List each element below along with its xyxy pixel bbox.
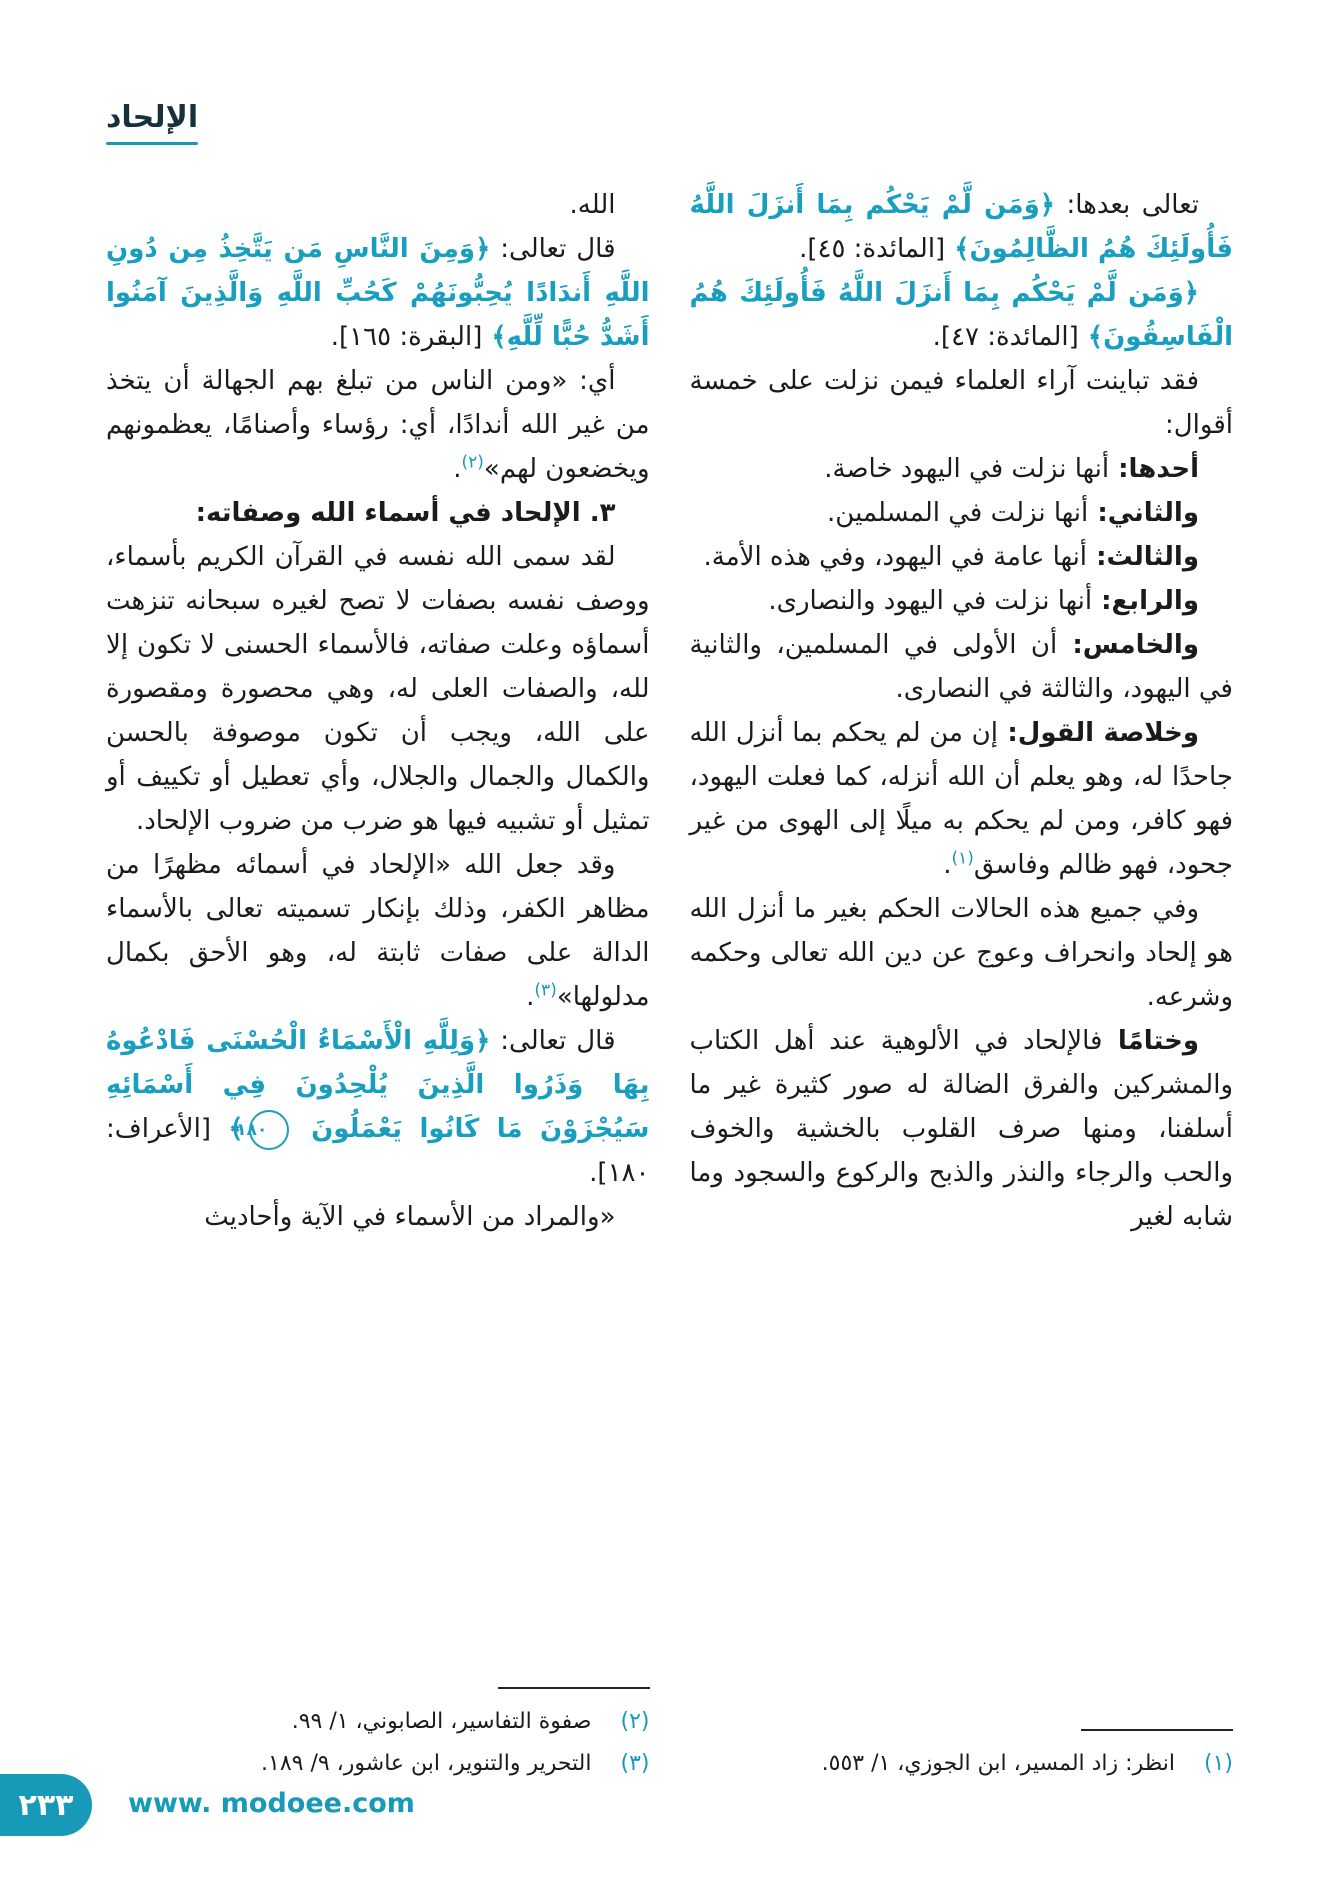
- title-underline: [106, 142, 198, 145]
- paragraph: [690, 491, 1234, 535]
- column-right: [690, 183, 1234, 1785]
- body-text: وقد جعل الله «الإلحاد في أسمائه مظهرًا من مظاهر الكفر، وذلك بإنكار تسميته تعالى بالأسماء الدالة على صفات ثابتة له، وهو الأحق بكمال مدلولها»: [106, 850, 650, 1012]
- body-text: «والمراد من الأسماء في الآية وأحاديث: [204, 1202, 616, 1232]
- paragraph: [106, 535, 650, 843]
- page-number: ٢٣٣: [18, 1787, 74, 1823]
- footnote-text: انظر: زاد المسير، ابن الجوزي، ١/ ٥٥٣.: [821, 1751, 1175, 1776]
- emphasis-text: وختامًا: [1102, 1026, 1199, 1056]
- emphasis-text: والرابع:: [1092, 586, 1199, 616]
- footnote-list: [106, 1701, 650, 1785]
- footnote-text: صفوة التفاسير، الصابوني، ١/ ٩٩.: [291, 1709, 592, 1734]
- footnote-rule: [1081, 1729, 1233, 1731]
- paragraph-list: [690, 183, 1234, 1239]
- footnote-block: [106, 1679, 650, 1785]
- paragraph: [690, 271, 1234, 359]
- body-text: فالإلحاد في الألوهية عند أهل الكتاب والمشركين والفرق الضالة له صور كثيرة غير ما أسلفنا، ومنها صرف القلوب بالخشية والخوف والحب والرجاء والنذر والذبح والركوع والسجود وما شابه لغير: [689, 1026, 1233, 1232]
- paragraph: [690, 623, 1234, 711]
- body-text: أنها نزلت في اليهود والنصارى.: [768, 586, 1093, 616]
- paragraph: [690, 887, 1234, 1019]
- paragraph: [690, 183, 1234, 271]
- paragraph: [106, 843, 650, 1019]
- body-text: إن من لم يحكم بما أنزل الله جاحدًا له، وهو يعلم أن الله أنزله، كما فعلت اليهود، فهو كافر، ومن لم يحكم به ميلًا إلى الهوى من غير جحود، فهو ظالم وفاسق: [689, 718, 1233, 880]
- verse-citation: [المائدة: ٤٧].: [932, 322, 1079, 352]
- body-text: الله.: [569, 190, 616, 220]
- paragraph: [106, 359, 650, 491]
- body-text: .: [943, 850, 952, 880]
- paragraph: [690, 447, 1234, 491]
- website-url[interactable]: www. modoee.com: [128, 1788, 415, 1819]
- emphasis-text: وخلاصة القول:: [997, 718, 1200, 748]
- footnote: [690, 1743, 1234, 1785]
- paragraph: [690, 711, 1234, 887]
- paragraph: [106, 183, 650, 227]
- footnote: [106, 1701, 650, 1743]
- paragraph: [690, 359, 1234, 447]
- paragraph: [690, 535, 1234, 579]
- body-text: .: [526, 982, 535, 1012]
- body-text: أي: «ومن الناس من تبلغ بهم الجهالة أن يتخذ من غير الله أندادًا، أي: رؤساء وأصنامًا، يعظمونهم ويخضعون لهم»: [106, 366, 650, 484]
- footnote-list: [690, 1743, 1234, 1785]
- paragraph: [106, 1019, 650, 1195]
- footnote-ref: (١): [951, 848, 974, 869]
- paragraph: [106, 227, 650, 359]
- quran-verse: ﴿وَلِلَّهِ الْأَسْمَاءُ الْحُسْنَى فَادْعُوهُ بِهَا وَذَرُوا الَّذِينَ يُلْحِدُونَ فِي أَسْمَائِهِ سَيُجْزَوْنَ مَا كَانُوا يَعْمَلُونَ: [106, 1026, 650, 1144]
- page-header: [106, 100, 198, 145]
- body-text: فقد تباينت آراء العلماء فيمن نزلت على خمسة أقوال:: [689, 366, 1233, 440]
- footnote-number: (١): [1203, 1751, 1233, 1776]
- body-text: قال تعالى:: [490, 234, 616, 264]
- body-text: أن الأولى في المسلمين، والثانية في اليهود، والثالثة في النصارى.: [689, 630, 1233, 704]
- quran-verse: ﴾: [211, 1114, 244, 1144]
- footnote-number: (٣): [620, 1751, 650, 1776]
- ayah-number: ١٨٠: [249, 1110, 289, 1150]
- emphasis-text: والخامس:: [1057, 630, 1199, 660]
- verse-citation: [الأعراف: ١٨٠].: [106, 1114, 650, 1188]
- body-text: وفي جميع هذه الحالات الحكم بغير ما أنزل الله هو إلحاد وانحراف وعوج عن دين الله تعالى وحكمه وشرعه.: [689, 894, 1233, 1012]
- footnote: [106, 1743, 650, 1785]
- quran-verse: ﴿وَمَن لَّمْ يَحْكُم بِمَا أَنزَلَ اللَّهُ فَأُولَئِكَ هُمُ الْفَاسِقُونَ﴾: [689, 278, 1233, 352]
- paragraph: [106, 1195, 650, 1239]
- page-title: الإلحاد: [106, 100, 199, 135]
- paragraph: [690, 579, 1234, 623]
- quran-verse: ﴿وَمِنَ النَّاسِ مَن يَتَّخِذُ مِن دُونِ اللَّهِ أَندَادًا يُحِبُّونَهُمْ كَحُبِّ اللَّهِ وَالَّذِينَ آمَنُوا أَشَدُّ حُبًّا لِّلَّهِ﴾: [106, 234, 650, 352]
- emphasis-text: أحدها:: [1109, 454, 1199, 484]
- column-left: [106, 183, 650, 1785]
- footnote-rule: [498, 1687, 650, 1689]
- verse-citation: [المائدة: ٤٥].: [799, 234, 946, 264]
- body-text: أنها نزلت في اليهود خاصة.: [824, 454, 1110, 484]
- emphasis-text: والثاني:: [1088, 498, 1199, 528]
- footnote-ref: (٣): [534, 980, 557, 1001]
- body-text: ٣. الإلحاد في أسماء الله وصفاته:: [195, 498, 616, 528]
- footnote-ref: (٢): [461, 452, 484, 473]
- body-text: تعالى بعدها:: [1055, 190, 1199, 220]
- body-text: .: [453, 454, 462, 484]
- emphasis-text: والثالث:: [1087, 542, 1199, 572]
- paragraph: [690, 1019, 1234, 1239]
- footnote-number: (٢): [620, 1709, 650, 1734]
- body-text: لقد سمى الله نفسه في القرآن الكريم بأسماء، ووصف نفسه بصفات لا تصح لغيره سبحانه تنزهت أسماؤه وعلت صفاته، فالأسماء الحسنى لا تكون إلا لله، والصفات العلى له، وهي محصورة ومقصورة على الله، ويجب أن تكون موصوفة بالحسن والكمال والجمال والجلال، وأي تعطيل أو تكييف أو تمثيل أو تشبيه فيها هو ضرب من ضروب الإلحاد.: [106, 542, 650, 836]
- page-number-badge: [0, 1774, 92, 1836]
- footnote-text: التحرير والتنوير، ابن عاشور، ٩/ ١٨٩.: [261, 1751, 592, 1776]
- body-text: أنها عامة في اليهود، وفي هذه الأمة.: [703, 542, 1088, 572]
- section-heading: [106, 491, 650, 535]
- verse-citation: [البقرة: ١٦٥].: [330, 322, 483, 352]
- body-text: أنها نزلت في المسلمين.: [827, 498, 1089, 528]
- paragraph-list: [106, 183, 650, 1239]
- content-columns: [106, 183, 1233, 1785]
- footnote-block: [690, 1721, 1234, 1785]
- body-text: قال تعالى:: [490, 1026, 616, 1056]
- quran-verse: ﴿وَمَن لَّمْ يَحْكُم بِمَا أَنزَلَ اللَّهُ فَأُولَئِكَ هُمُ الظَّالِمُونَ﴾: [689, 190, 1233, 264]
